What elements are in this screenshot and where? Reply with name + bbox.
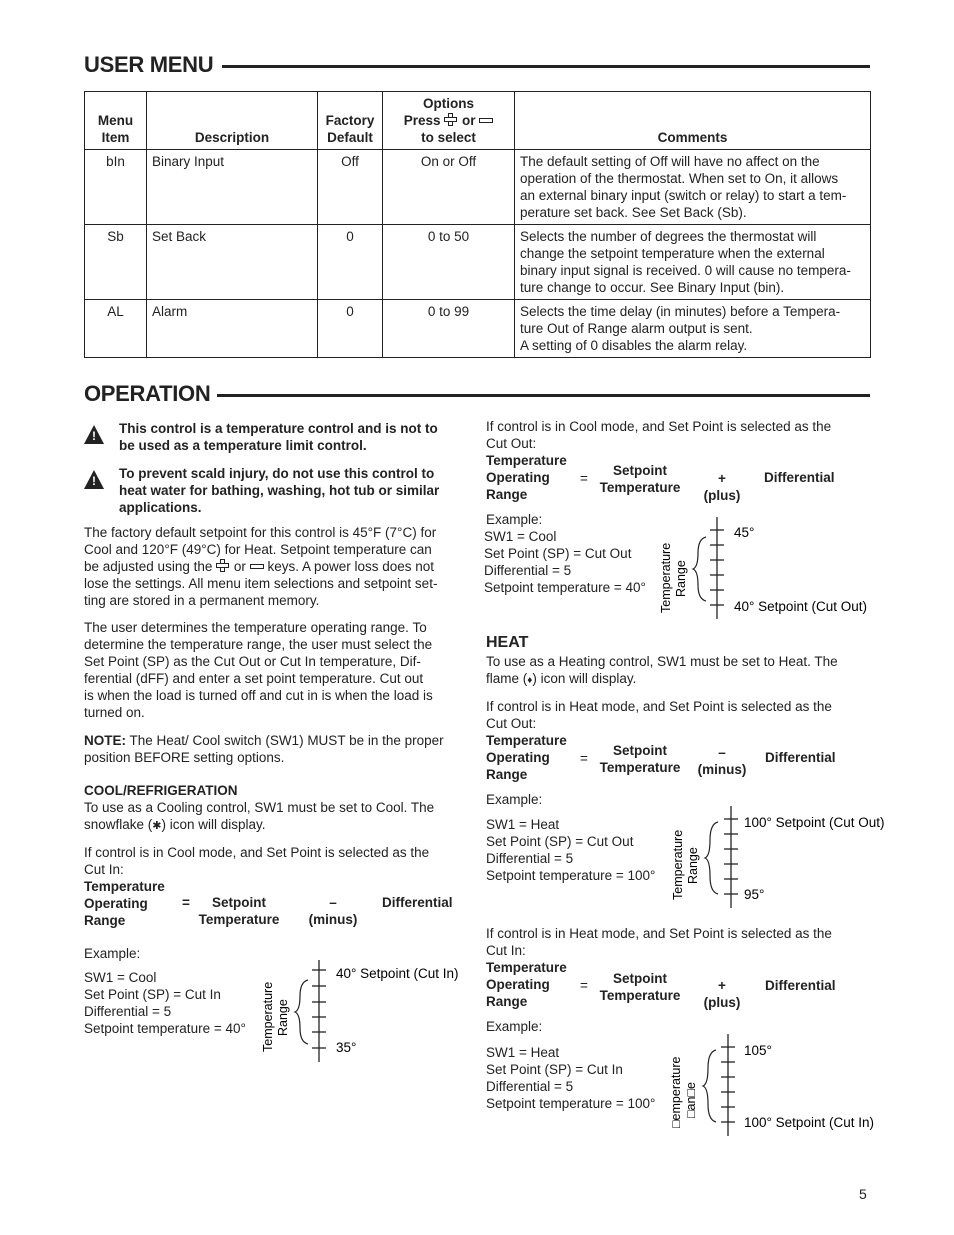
cell-comments: Selects the number of degrees the thermostat will change the setpoint temperature when the external binary input signal is received. 0 will cause no tempera- ture change to occur. See Binary Input (bin). xyxy=(515,225,871,300)
formula-tor: Temperature Operating Range xyxy=(486,733,567,782)
axis-label: Temperature xyxy=(671,829,685,900)
formula-differential: Differential xyxy=(382,895,453,910)
formula-setpoint: Setpoint Temperature xyxy=(599,743,681,775)
heading-rule xyxy=(222,65,870,68)
heat-intro: To use as a Heating control, SW1 must be set to Heat. The flame (♦) icon will display. xyxy=(486,654,838,686)
warning-icon: ! xyxy=(84,470,104,489)
brace xyxy=(705,822,718,894)
formula-plus: + (plus) xyxy=(703,471,741,503)
cool-cutout-intro: If control is in Cool mode, and Set Point is selected as the Cut Out: xyxy=(486,419,832,451)
formula-setpoint: Setpoint Temperature xyxy=(599,971,681,1003)
example-heat-cutout: SW1 = Heat Set Point (SP) = Cut Out Differential = 5 Setpoint temperature = 100° xyxy=(486,817,656,883)
formula-minus: – (minus) xyxy=(308,895,358,927)
axis-label: Range xyxy=(686,847,700,884)
temperature-scale-diagram xyxy=(668,804,898,912)
formula-equals: = xyxy=(580,751,588,766)
axis-label: Range xyxy=(276,999,290,1036)
cell-item: Sb xyxy=(85,225,147,300)
cell-default: 0 xyxy=(318,225,383,300)
axis-label: □emperature xyxy=(669,1056,683,1128)
flame-icon: ♦ xyxy=(527,675,533,686)
formula-plus: + (plus) xyxy=(703,978,741,1010)
scale-top-label: 105° xyxy=(744,1043,772,1058)
table-row xyxy=(85,150,871,225)
formula-setpoint: Setpoint Temperature xyxy=(198,895,280,927)
cell-default: 0 xyxy=(318,300,383,358)
cell-description: Alarm xyxy=(147,300,318,358)
minus-key-icon xyxy=(479,118,493,123)
formula-equals: = xyxy=(580,471,588,486)
cell-options: 0 to 99 xyxy=(383,300,515,358)
heat-section-title: HEAT xyxy=(486,634,529,651)
cell-item: bIn xyxy=(85,150,147,225)
header-menu-item: Menu Item xyxy=(85,92,147,150)
header-comments: Comments xyxy=(515,92,871,150)
scale-bottom-label: 95° xyxy=(744,887,765,902)
warning-text-2: To prevent scald injury, do not use this control to heat water for bathing, washing, hot tub or similar applications. xyxy=(119,466,440,515)
table-row xyxy=(85,300,871,358)
cell-description: Binary Input xyxy=(147,150,318,225)
formula-tor: Temperature Operating Range xyxy=(486,960,567,1009)
plus-key-icon xyxy=(216,559,230,573)
heat-cutout-intro: If control is in Heat mode, and Set Point is selected as the Cut Out: xyxy=(486,699,832,731)
paragraph-default-setpoint: The factory default setpoint for this control is 45°F (7°C) for Cool and 120°F (49°C) for Heat. Setpoint temperature can be adjusted using the or keys. A power loss does not lose the settings. All menu item selections and setpoint set- ting are stored in a permanent memory. xyxy=(84,525,438,608)
warning-icon: ! xyxy=(84,425,104,444)
formula-equals: = xyxy=(580,978,588,993)
note-paragraph: NOTE: The Heat/ Cool switch (SW1) MUST be in the proper position BEFORE setting options. xyxy=(84,733,444,765)
user-menu-title: USER MENU xyxy=(84,52,214,77)
cell-item: AL xyxy=(85,300,147,358)
axis-label: Range xyxy=(674,560,688,597)
axis-label: Temperature xyxy=(261,981,275,1052)
brace xyxy=(295,980,308,1044)
cool-cutin-intro: If control is in Cool mode, and Set Point is selected as the Cut In: xyxy=(84,845,430,877)
cool-intro: To use as a Cooling control, SW1 must be set to Cool. The snowflake (✱) icon will display. xyxy=(84,800,435,832)
warning-text-1: This control is a temperature control and is not to be used as a temperature limit control. xyxy=(119,421,438,453)
cell-options: 0 to 50 xyxy=(383,225,515,300)
brace xyxy=(703,1050,716,1122)
header-factory-default: Factory Default xyxy=(318,92,383,150)
example-cool-cutin: SW1 = Cool Set Point (SP) = Cut In Differential = 5 Setpoint temperature = 40° xyxy=(84,970,246,1036)
cell-description: Set Back xyxy=(147,225,318,300)
cool-section-title: COOL/REFRIGERATION xyxy=(84,783,238,798)
temperature-scale-diagram xyxy=(255,958,475,1064)
example-label: Example: xyxy=(486,792,543,807)
minus-key-icon xyxy=(250,564,264,569)
formula-equals: = xyxy=(182,895,190,910)
formula-differential: Differential xyxy=(765,750,836,765)
page-number: 5 xyxy=(859,1186,867,1202)
scale-bottom-label: 40° Setpoint (Cut Out) xyxy=(734,599,867,614)
example-label: Example: xyxy=(486,512,543,527)
scale-top-label: 40° Setpoint (Cut In) xyxy=(336,966,459,981)
cell-default: Off xyxy=(318,150,383,225)
example-label: Example: xyxy=(486,1019,543,1034)
example-heat-cutin: SW1 = Heat Set Point (SP) = Cut In Differential = 5 Setpoint temperature = 100° xyxy=(486,1045,656,1111)
temperature-scale-diagram xyxy=(654,515,894,623)
scale-bottom-label: 35° xyxy=(336,1040,357,1055)
header-options: Options Press or to select xyxy=(383,92,515,150)
formula-differential: Differential xyxy=(765,978,836,993)
header-description: Description xyxy=(147,92,318,150)
example-label: Example: xyxy=(84,946,141,961)
formula-minus: – (minus) xyxy=(697,745,747,777)
snowflake-icon: ✱ xyxy=(152,820,162,832)
example-cool-cutout: SW1 = Cool Set Point (SP) = Cut Out Differential = 5 Setpoint temperature = 40° xyxy=(484,529,646,595)
formula-tor: Temperature Operating Range xyxy=(486,453,567,502)
brace xyxy=(693,537,706,601)
axis-label: □an□e xyxy=(684,1082,698,1118)
formula-setpoint: Setpoint Temperature xyxy=(599,463,681,495)
scale-top-label: 100° Setpoint (Cut Out) xyxy=(744,815,885,830)
table-row xyxy=(85,225,871,300)
temperature-scale-diagram xyxy=(664,1032,896,1140)
cell-options: On or Off xyxy=(383,150,515,225)
scale-top-label: 45° xyxy=(734,525,755,540)
scale-bottom-label: 100° Setpoint (Cut In) xyxy=(744,1115,874,1130)
axis-label: Temperature xyxy=(659,542,673,613)
user-menu-table xyxy=(84,91,871,358)
formula-tor: Temperature Operating Range xyxy=(84,879,165,928)
table-header-row xyxy=(85,92,871,150)
cell-comments: The default setting of Off will have no affect on the operation of the thermostat. When set to On, it allows an external binary input (switch or relay) to start a tem- perature set back. See Set Back (Sb). xyxy=(515,150,871,225)
operation-title: OPERATION xyxy=(84,381,211,406)
cell-comments: Selects the time delay (in minutes) before a Tempera- ture Out of Range alarm output is sent. A setting of 0 disables the alarm relay. xyxy=(515,300,871,358)
heading-rule xyxy=(217,394,870,397)
formula-differential: Differential xyxy=(764,470,835,485)
paragraph-operating-range: The user determines the temperature operating range. To determine the temperature range, the user must select the Set Point (SP) as the Cut Out or Cut In temperature, Dif- ferential (dFF) and enter a set point temperature. Cut out is when the load is turned off and cut in is when the load is turned on. xyxy=(84,620,433,720)
plus-key-icon xyxy=(444,113,458,127)
heat-cutin-intro: If control is in Heat mode, and Set Point is selected as the Cut In: xyxy=(486,926,832,958)
